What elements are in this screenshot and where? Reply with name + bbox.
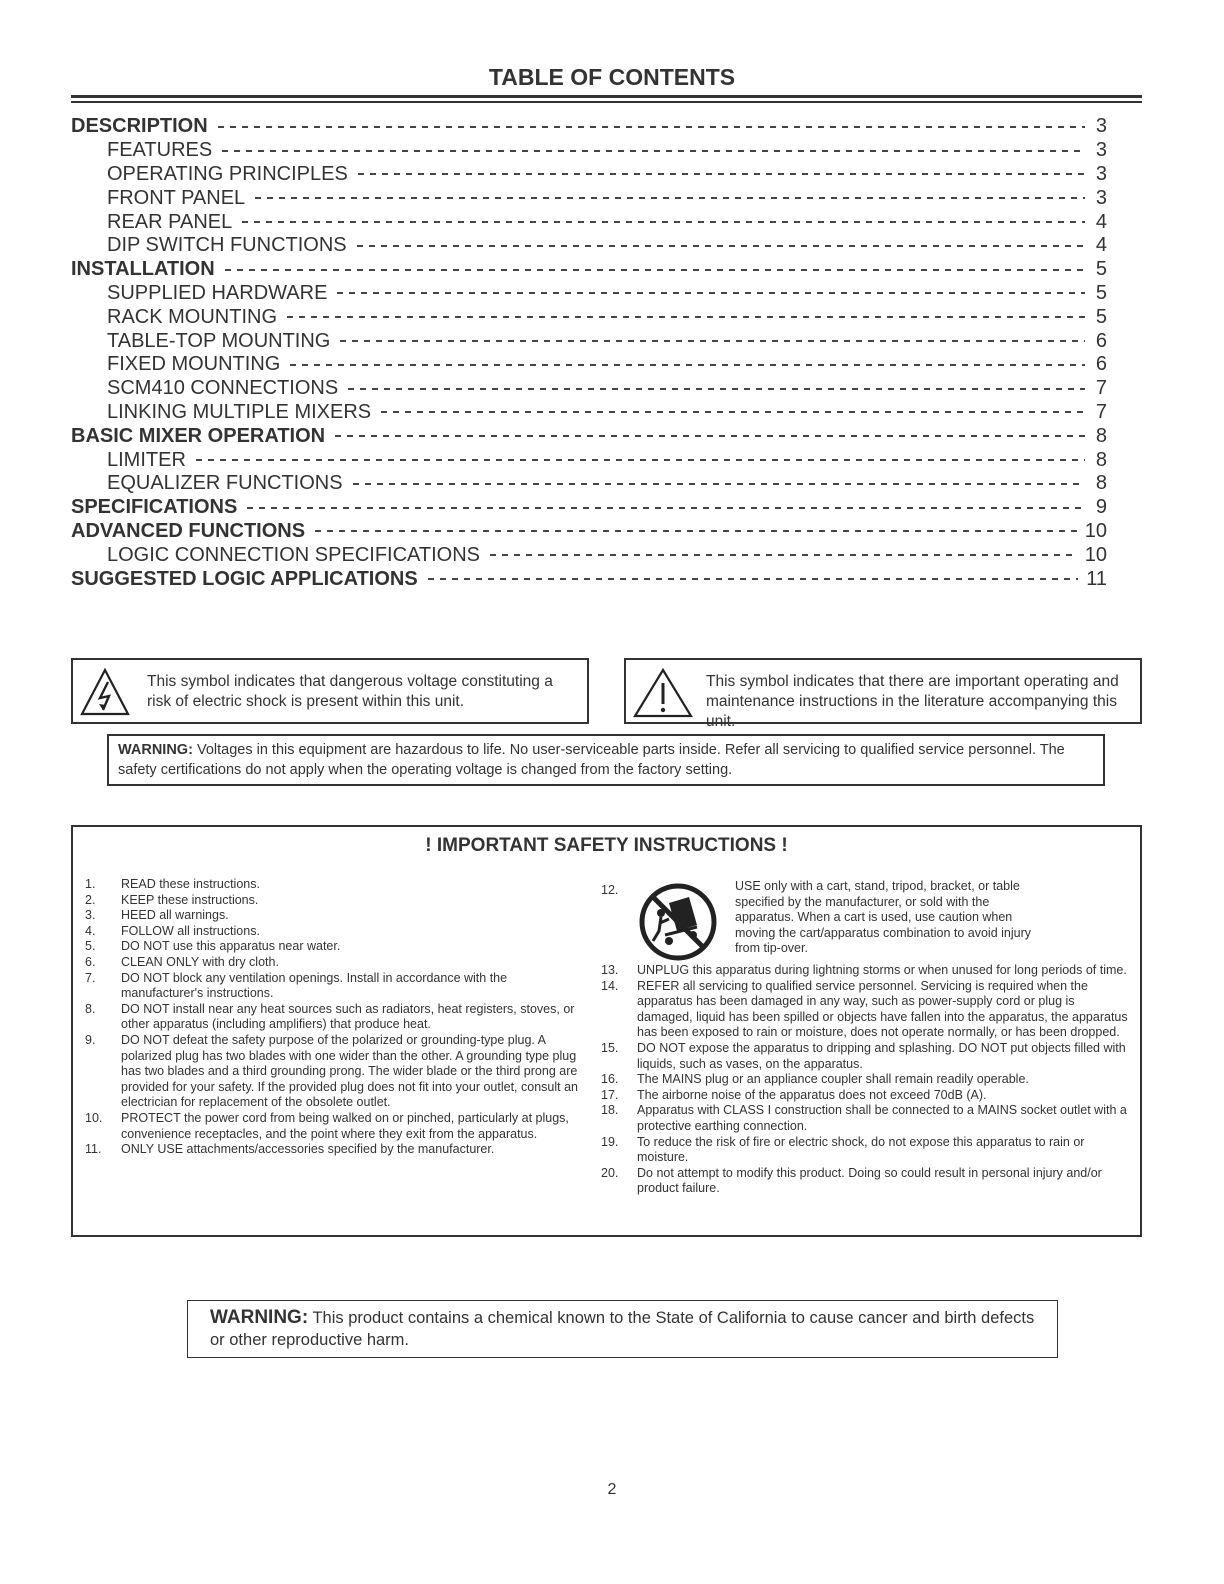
toc-label: OPERATING PRINCIPLES: [107, 162, 348, 185]
item-number: 16.: [601, 1072, 619, 1087]
toc-label: INSTALLATION: [71, 258, 215, 281]
item-number: 14.: [601, 978, 619, 993]
toc-page-number: 3: [1095, 186, 1107, 209]
toc-leader: [287, 316, 1085, 318]
list-item: [601, 1072, 1131, 1088]
item-number: 17.: [601, 1087, 619, 1102]
list-item: [601, 1041, 1131, 1072]
california-warning-box: [187, 1300, 1058, 1358]
toc-page-number: 3: [1095, 162, 1107, 185]
list-item: [601, 963, 1131, 979]
item-number: 4.: [85, 923, 96, 938]
toc-entry: [71, 163, 1107, 187]
toc-leader: [225, 269, 1085, 271]
lightning-triangle-icon: [79, 666, 131, 718]
toc-entry: [71, 377, 1107, 401]
warning-label: WARNING:: [118, 742, 193, 758]
toc-entry: [71, 472, 1107, 496]
item-text: DO NOT defeat the safety purpose of the polarized or grounding-type plug. A polarized plug has two blades with one wider than the other. A grounding type plug has two blades and a third grounding prong. The wider blade or the third prong are provided for your safety. If the provided plug does not fit into your outlet, consult an electrician for replacement of the obsolete outlet.: [121, 1032, 578, 1110]
item-text: PROTECT the power cord from being walked on or pinched, particularly at plugs, convenience receptacles, and the point where they exit from the apparatus.: [121, 1110, 569, 1141]
item-text: Apparatus with CLASS I construction shall be connected to a MAINS socket outlet with a protective earthing connection.: [637, 1103, 1127, 1133]
exclamation-triangle-icon: [632, 666, 694, 720]
item-number: 2.: [85, 892, 96, 907]
item-number: 12.: [601, 883, 619, 897]
item-text: USE only with a cart, stand, tripod, bracket, or table specified by the manufacturer, or sold with the apparatus. When a cart is used, use caution when moving the cart/apparatus combination to avoid injury from tip-over.: [735, 879, 1031, 956]
toc-page-number: 5: [1095, 258, 1107, 281]
toc-entry: [71, 401, 1107, 425]
toc-label: SCM410 CONNECTIONS: [107, 377, 339, 400]
item-number: 15.: [601, 1040, 619, 1055]
title-rule-thin: [71, 101, 1142, 103]
item-number: 19.: [601, 1134, 619, 1149]
toc-leader: [242, 221, 1085, 223]
toc-entry: [71, 353, 1107, 377]
toc-label: SUPPLIED HARDWARE: [107, 281, 328, 304]
page-number: 2: [607, 1481, 617, 1498]
toc-entry: [71, 258, 1107, 282]
voltage-symbol-text: This symbol indicates that dangerous voltage constituting a risk of electric shock is present within this unit.: [147, 673, 553, 710]
attention-symbol-text: This symbol indicates that there are important operating and maintenance instructions in the literature accompanying this unit.: [706, 673, 1119, 730]
toc-label: TABLE-TOP MOUNTING: [107, 329, 331, 352]
list-item: [601, 1166, 1131, 1197]
list-item: [85, 877, 585, 893]
toc-page-number: 5: [1095, 305, 1107, 328]
toc-entry: [71, 186, 1107, 210]
list-item: [85, 1111, 585, 1142]
list-item: [85, 955, 585, 971]
item-text: DO NOT use this apparatus near water.: [121, 939, 341, 954]
page-title: TABLE OF CONTENTS: [488, 64, 736, 90]
list-item: [601, 1103, 1131, 1134]
item-text: READ these instructions.: [121, 877, 260, 891]
item-number: 3.: [85, 908, 96, 923]
toc-page-number: 6: [1095, 329, 1107, 352]
toc-page-number: 5: [1095, 281, 1107, 304]
toc-page-number: 10: [1084, 543, 1107, 566]
toc-page-number: 4: [1095, 234, 1107, 257]
item-number: 1.: [85, 877, 96, 891]
toc-entry: [71, 139, 1107, 163]
list-item: [85, 1002, 585, 1033]
item-number: 11.: [85, 1142, 102, 1157]
toc-leader: [337, 292, 1085, 294]
toc-entry: [71, 496, 1107, 520]
list-item: [85, 893, 585, 909]
toc-entry: [71, 448, 1107, 472]
item-text: DO NOT expose the apparatus to dripping and splashing. DO NOT put objects filled with liquids, such as vases, on the apparatus.: [637, 1040, 1126, 1071]
toc-label: SUGGESTED LOGIC APPLICATIONS: [71, 567, 418, 590]
toc-page-number: 7: [1095, 400, 1107, 423]
toc-leader: [196, 459, 1085, 461]
item-number: 13.: [601, 963, 619, 977]
toc-label: LIMITER: [107, 448, 186, 471]
list-item: [601, 979, 1131, 1041]
toc-leader: [381, 411, 1085, 413]
toc-page-number: 10: [1084, 519, 1107, 542]
toc-leader: [428, 578, 1079, 580]
toc-leader: [247, 507, 1085, 509]
toc-page-number: 3: [1095, 139, 1107, 162]
item-text: HEED all warnings.: [121, 908, 229, 923]
table-of-contents: [71, 115, 1107, 591]
toc-label: DESCRIPTION: [71, 115, 208, 138]
toc-entry: [71, 234, 1107, 258]
toc-leader: [353, 483, 1085, 485]
toc-leader: [222, 150, 1085, 152]
toc-page-number: 7: [1095, 377, 1107, 400]
toc-leader: [218, 126, 1085, 128]
item-text: Do not attempt to modify this product. Doing so could result in personal injury and/or product failure.: [637, 1165, 1102, 1196]
toc-page-number: 6: [1095, 353, 1107, 376]
toc-page-number: 11: [1086, 567, 1107, 590]
item-text: UNPLUG this apparatus during lightning storms or when unused for long periods of time.: [637, 963, 1127, 977]
list-item: [601, 1135, 1131, 1166]
toc-leader: [358, 173, 1085, 175]
toc-entry: [71, 543, 1107, 567]
toc-label: FIXED MOUNTING: [107, 353, 281, 376]
toc-leader: [315, 530, 1077, 532]
list-item: [85, 1033, 585, 1111]
toc-label: FEATURES: [107, 139, 213, 162]
toc-label: LOGIC CONNECTION SPECIFICATIONS: [107, 543, 480, 566]
toc-label: LINKING MULTIPLE MIXERS: [107, 400, 372, 423]
warning-label: WARNING:: [210, 1307, 309, 1328]
item-text: FOLLOW all instructions.: [121, 923, 260, 938]
toc-entry: [71, 305, 1107, 329]
list-item: [85, 908, 585, 924]
toc-entry: [71, 329, 1107, 353]
item-text: KEEP these instructions.: [121, 892, 259, 907]
toc-entry: [71, 210, 1107, 234]
item-text: ONLY USE attachments/accessories specified by the manufacturer.: [121, 1142, 495, 1157]
toc-page-number: 4: [1095, 210, 1107, 233]
toc-label: EQUALIZER FUNCTIONS: [107, 472, 343, 495]
item-text: To reduce the risk of fire or electric shock, do not expose this apparatus to rain or moisture.: [637, 1134, 1085, 1165]
toc-page-number: 3: [1095, 115, 1107, 138]
item-text: DO NOT install near any heat sources such as radiators, heat registers, stoves, or other apparatus (including amplifiers) that produce heat.: [121, 1001, 575, 1032]
toc-page-number: 8: [1095, 472, 1107, 495]
toc-leader: [490, 554, 1077, 556]
item-number: 20.: [601, 1165, 619, 1180]
item-text: DO NOT block any ventilation openings. Install in accordance with the manufacturer's instructions.: [121, 970, 508, 1001]
toc-entry: [71, 115, 1107, 139]
attention-symbol-box: [624, 658, 1142, 730]
toc-label: BASIC MIXER OPERATION: [71, 424, 326, 447]
item-number: 5.: [85, 939, 96, 954]
toc-page-number: 9: [1095, 496, 1107, 519]
item-text: The airborne noise of the apparatus does not exceed 70dB (A).: [637, 1087, 987, 1102]
toc-label: DIP SWITCH FUNCTIONS: [107, 234, 347, 257]
list-item: [85, 924, 585, 940]
toc-entry: [71, 424, 1107, 448]
toc-label: FRONT PANEL: [107, 186, 246, 209]
voltage-warning-box: [107, 734, 1105, 786]
title-rule-thick: [71, 95, 1142, 98]
list-item: [85, 939, 585, 955]
toc-leader: [357, 245, 1085, 247]
safety-left-column: [85, 877, 585, 1158]
toc-entry: [71, 282, 1107, 306]
toc-leader: [348, 388, 1085, 390]
item-number: 8.: [85, 1001, 96, 1016]
item-text: The MAINS plug or an appliance coupler shall remain readily operable.: [637, 1072, 1029, 1087]
item-number: 10.: [85, 1110, 103, 1125]
list-item: [85, 971, 585, 1002]
item-text: REFER all servicing to qualified service personnel. Servicing is required when the apparatus has been damaged in any way, such as power-supply cord or plug is damaged, liquid has been spilled or objects have fallen into the apparatus, the apparatus has been exposed to rain or moisture, does not operate normally, or has been dropped.: [637, 978, 1128, 1040]
toc-leader: [340, 340, 1085, 342]
toc-label: ADVANCED FUNCTIONS: [71, 519, 306, 542]
list-item: [85, 1142, 585, 1158]
item-number: 9.: [85, 1032, 96, 1047]
safety-title: ! IMPORTANT SAFETY INSTRUCTIONS !: [425, 835, 788, 856]
list-item: [601, 1088, 1131, 1104]
toc-page-number: 8: [1095, 424, 1107, 447]
toc-leader: [335, 435, 1085, 437]
warning-text: Voltages in this equipment are hazardous to life. No user-serviceable parts inside. Refer all servicing to qualified service personnel. The safety certifications do not apply when the operating voltage is changed from the factory setting.: [118, 742, 1065, 778]
toc-label: SPECIFICATIONS: [71, 496, 238, 519]
item-number: 7.: [85, 970, 96, 985]
toc-leader: [255, 197, 1085, 199]
toc-page-number: 8: [1095, 448, 1107, 471]
toc-leader: [290, 364, 1085, 366]
item-number: 18.: [601, 1103, 619, 1118]
toc-label: REAR PANEL: [107, 210, 233, 233]
toc-label: RACK MOUNTING: [107, 305, 277, 328]
safety-instructions-box: [71, 825, 1142, 1237]
toc-entry: [71, 567, 1107, 591]
item-text: CLEAN ONLY with dry cloth.: [121, 954, 279, 969]
voltage-symbol-box: [71, 658, 589, 724]
cart-tip-over-icon: [639, 883, 717, 961]
warning-text: This product contains a chemical known to the State of California to cause cancer and birth defects or other reproductive harm.: [210, 1309, 1035, 1349]
toc-entry: [71, 520, 1107, 544]
item-number: 6.: [85, 954, 96, 969]
list-item: [601, 877, 1131, 963]
safety-right-column: [601, 877, 1131, 1197]
